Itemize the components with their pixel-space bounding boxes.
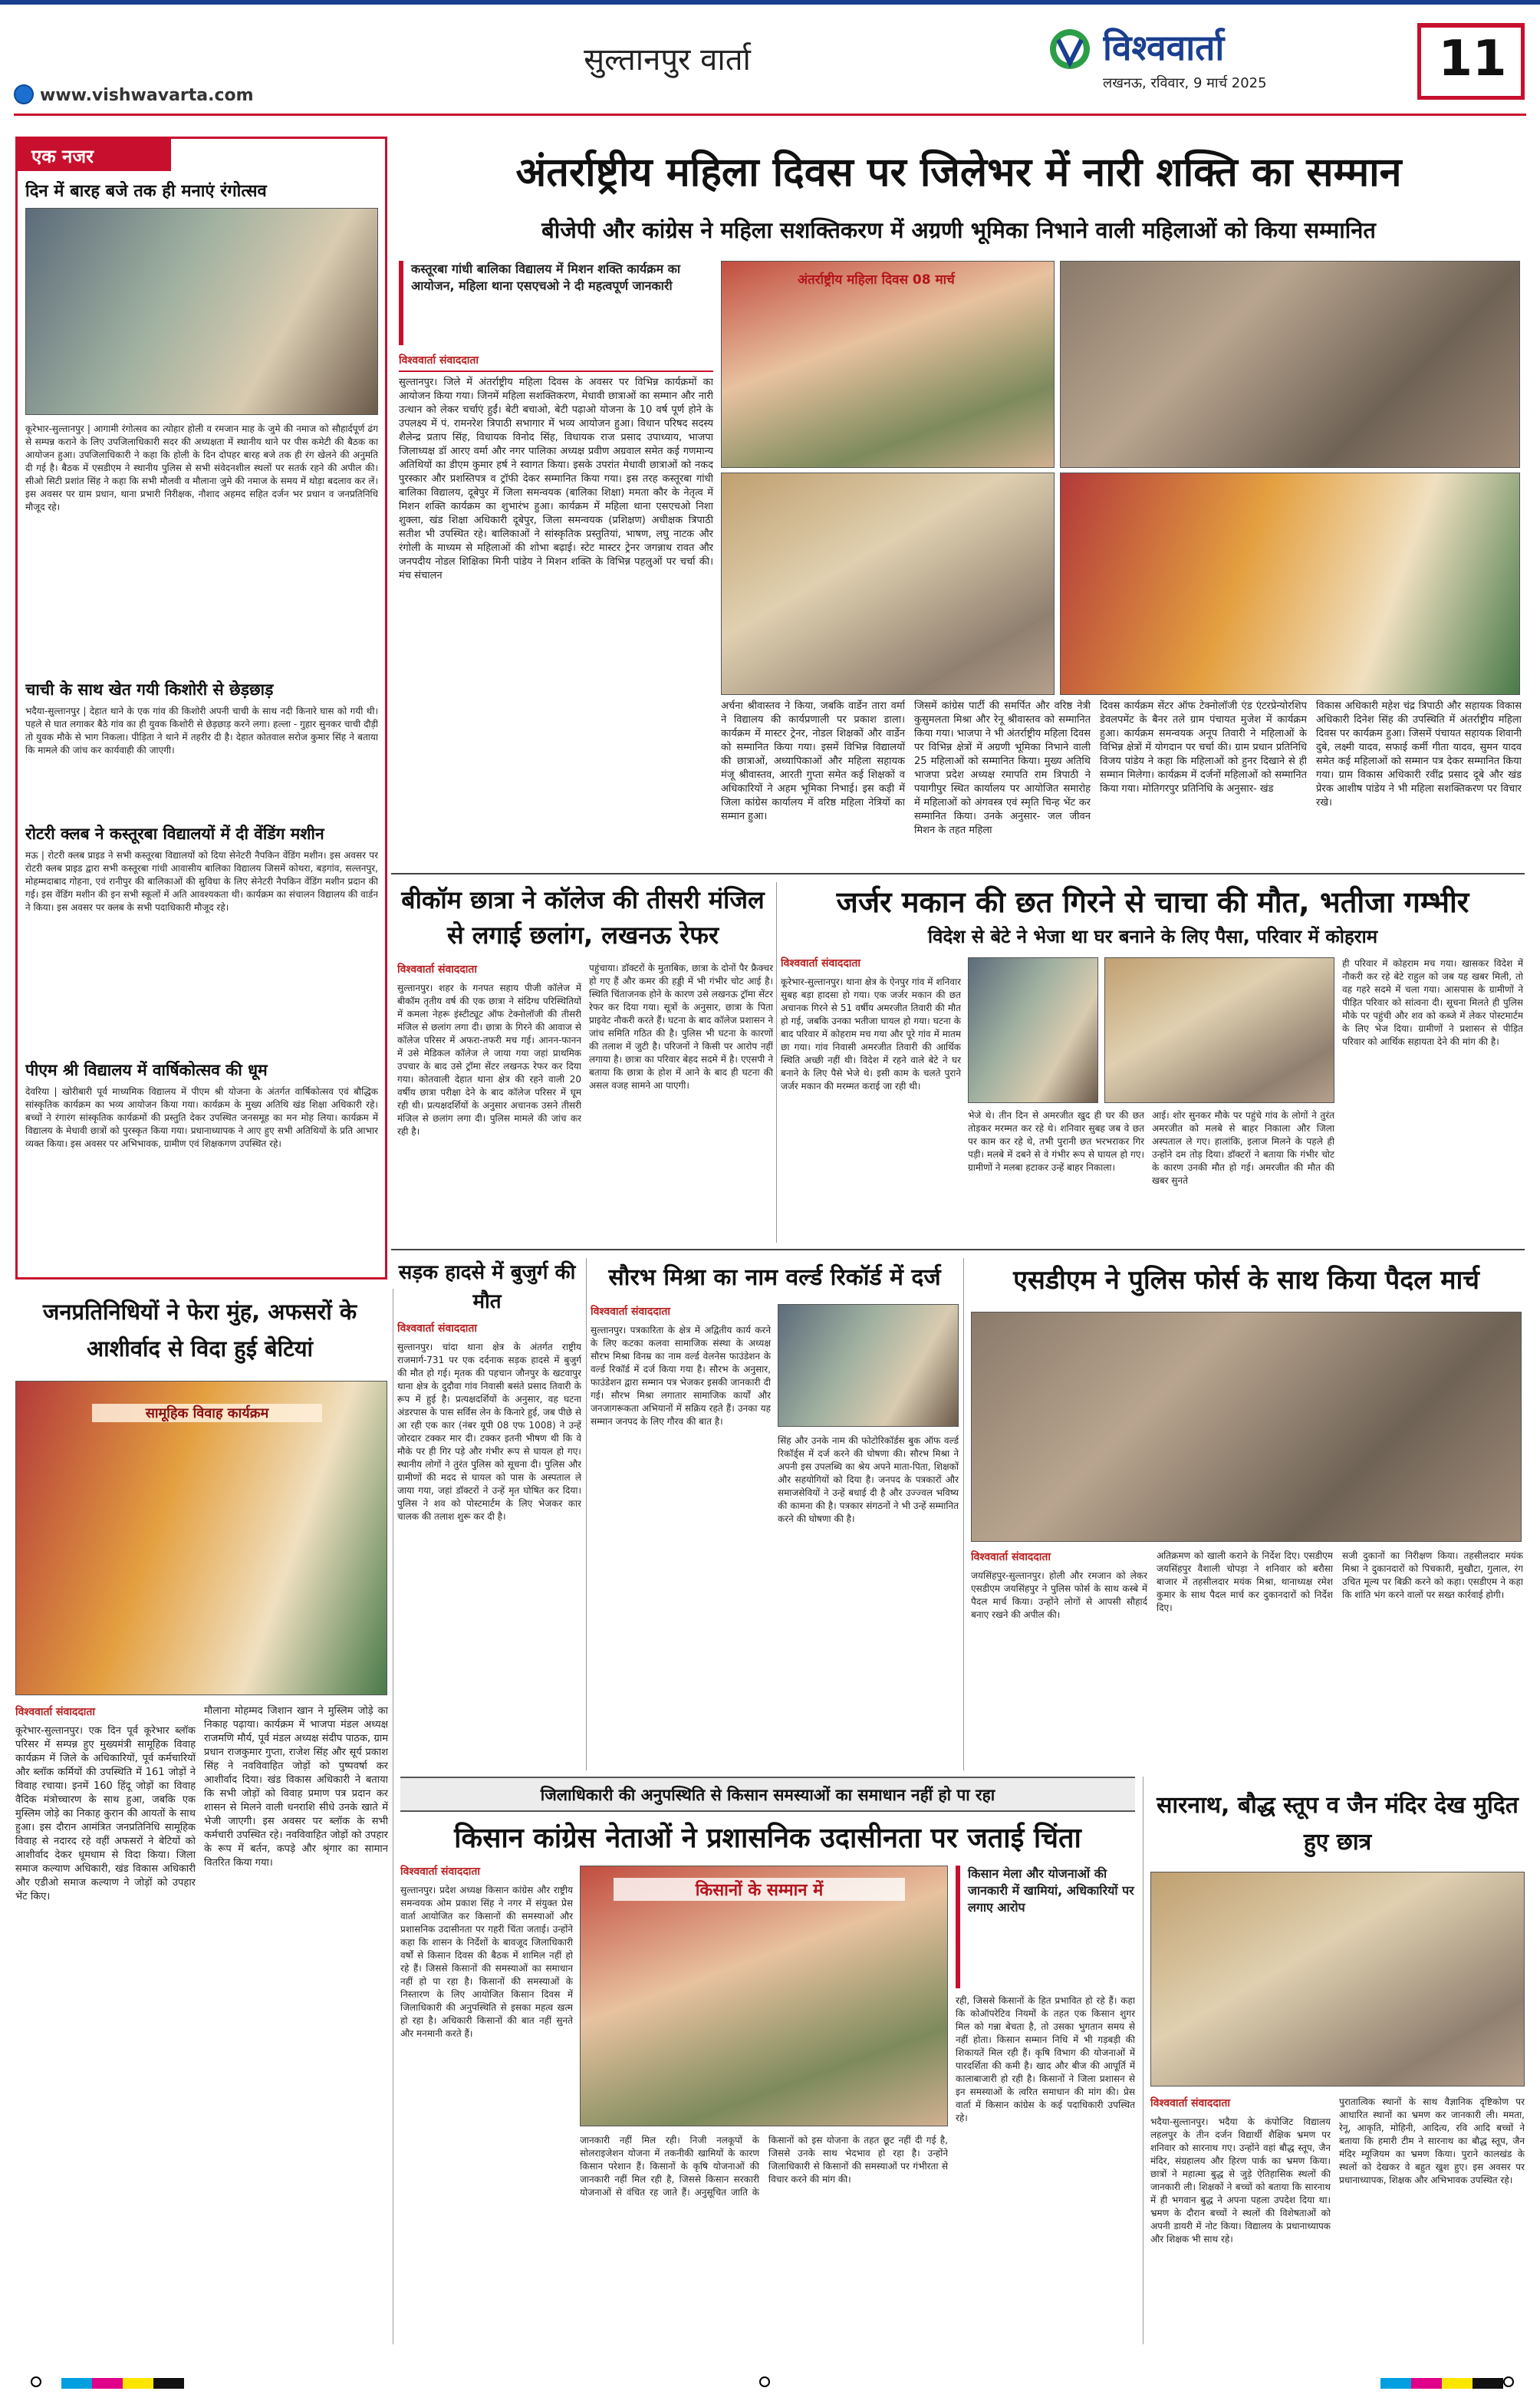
saurabh-headline: सौरभ मिश्रा का नाम वर्ल्ड रिकॉर्ड में दर्ज: [608, 1264, 941, 1291]
sarnath-byline: विश्ववार्ता संवाददाता: [1150, 2097, 1231, 2110]
lead-banner-caption: अंतर्राष्ट्रीय महिला दिवस 08 मार्च: [798, 272, 955, 288]
accident-body: सुल्तानपुर। चांदा थाना क्षेत्र के अंतर्गत राष्ट्रीय राजमार्ग-731 पर एक दर्दनाक सड़क हादसे में बुजुर्ग की मौत हो गई। मृतक की पहचान जौनपुर के खटवापुर थाना क्षेत्र के दुदौवा गांव निवासी बसंते प्रसाद तिवारी के रूप में हुई है। प्रत्यक्षदर्शियों के अनुसार, वह घटना अंडरपास के पास सर्विस लेन के किनारे हुई, जब पीछे से आ रही एक कार (नंबर यूपी 08 एफ 1008) ने उन्हें जोरदार टक्कर मार दी। टक्कर इतनी भीषण थी कि वे मौके पर ही गिर पड़े और गंभीर रूप से घायल हो गए। स्थानीय लोगों ने तुरंत पुलिस को सूचना दी। पुलिस और ग्रामीणों की मदद से घायल को पास के अस्पताल ले जाया गया, जहां डॉक्टरों ने उन्हें मृत घोषित कर दिया। पुलिस ने शव को पोस्टमार्टम के लिए भेजकर कार चालक की तलाश शुरू कर दी है।: [397, 1342, 581, 1522]
sidebar-tag-label: एक नजर: [31, 146, 94, 167]
marriage-photo: [15, 1381, 387, 1695]
website-url[interactable]: www.vishwavarta.com: [40, 86, 254, 105]
kisan-headline: किसान कांग्रेस नेताओं ने प्रशासनिक उदासीनता पर जताई चिंता: [454, 1823, 1081, 1854]
marriage-col-1: कूरेभार-सुल्तानपुर। एक दिन पूर्व कूरेभार ब्लॉक परिसर में सम्पन्न हुए मुख्यमंत्री सामूहिक विवाह कार्यक्रम में जिले के अधिकारियों, पूर्व कर्मचारियों और ब्लॉक कर्मियों की उपस्थिति में 161 जोड़ों ने विवाह रचाया। इनमें 160 हिंदू जोड़ों का विवाह वैदिक मंत्रोच्चारण के साथ हुआ, जबकि एक मुस्लिम जोड़े का निकाह कुरान की आयतों के साथ हुआ। इस दौरान आमंत्रित जनप्रतिनिधि सामूहिक विवाह से नदारद रहे वहीं अफसरों ने बेटियों को आशीर्वाद देकर धूमधाम से विदा किया। जिला समाज कल्याण अधिकारी, खंड विकास अधिकारी और एडीओ समाज कल्याण ने जोड़ों को उपहार भेंट किए।: [15, 1725, 196, 1902]
sarnath-col-2: पुरातात्विक स्थानों के साथ वैज्ञानिक दृष्टिकोण पर आधारित स्थानों का भ्रमण कर जानकारी ली। ममता, रेनू, आकृति, मोहिनी, आदित्य, रवि आदि बच्चों ने बताया कि हमारी टीम ने सारनाथ का बौद्ध स्तूप, जैन मंदिर म्यूजियम का भ्रमण किया। पुराने कालखंड के स्थलों को देखकर वे बहुत खुश हुए। इस अवसर पर प्रधानाध्यापक, शिक्षक और अभिभावक उपस्थित रहे।: [1339, 2096, 1525, 2185]
kisan-pullquote-box: [956, 1866, 1135, 1988]
sdm-col-2: अतिक्रमण को खाली कराने के निर्देश दिए। एसडीएम जयसिंहपुर वैशाली चोपड़ा ने शनिवार को बरौसा बाजार में तहसीलदार मयंक मिश्रा, थानाध्यक्ष रमेश कुमार के साथ पैदल मार्च कर दुकानदारों को निर्देश दिए।: [1157, 1550, 1333, 1613]
masthead-rule: [14, 114, 1526, 116]
accident-headline: सड़क हादसे में बुजुर्ग की मौत: [398, 1261, 576, 1313]
kisan-photo-banner: किसानों के सम्मान में: [614, 1878, 905, 1901]
sdm-col-3: सजी दुकानों का निरीक्षण किया। तहसीलदार मयंक मिश्रा ने दुकानदारों को पिचकारी, मुखौटा, गुलाल, रंग उचित मूल्य पर बिक्री करने को कहा। एसडीएम ने कहा कि शांति भंग करने वालों पर सख्त कार्रवाई होगी।: [1342, 1550, 1523, 1600]
sdm-byline: विश्ववार्ता संवाददाता: [971, 1551, 1051, 1563]
marriage-col-2: मौलाना मोहम्मद जिशान खान ने मुस्लिम जोड़े का निकाह पढ़ाया। कार्यक्रम में भाजपा मंडल अध्यक्ष राजमणि मौर्य, पूर्व मंडल अध्यक्ष संदीप पाठक, ग्राम प्रधान राजकुमार गुप्ता, राजेश सिंह और सूर्य प्रकाश सिंह ने नवविवाहित जोड़ों को पुष्पवर्षा कर आशीर्वाद दिया। खंड विकास अधिकारी ने बताया कि सभी जोड़ों को विवाह प्रमाण पत्र प्रदान कर शासन से मिलने वाली धनराशि सीधे उनके खाते में भेजी जाएगी। इस अवसर पर ब्लॉक के सभी कर्मचारी उपस्थित रहे। नवविवाहित जोड़ों को उपहार के रूप में बर्तन, कपड़े और श्रृंगार का सामान वितरित किया गया।: [204, 1705, 388, 1869]
saurabh-photo: [778, 1304, 959, 1427]
sidebar-story-3-body: मऊ | रोटरी क्लब प्राइड ने सभी कस्तूरबा विद्यालयों को दिया सेनेटरी नैपकिन वेंडिंग मशीन। इस अवसर पर रोटरी क्लब प्राइड द्वारा सभी कस्तूरबा गांधी आवासीय बालिका विद्यालय जिसमें कोथरा, बड़गांव, सल्तनपुर, मोहम्मदाबाद गोहना, एवं रानीपुर की बालिकाओं की सुविधा के लिए सेनेटरी नैपकिन वेंडिंग मशीन प्रदान की गई। इस वेंडिंग मशीन की इन सभी स्कूलों में अति आवश्यकता थी। कार्यक्रम का संचालन विद्यालय की वार्डन ने किया। इस अवसर पर क्लब के सभी पदाधिकारी मौजूद रहे।: [25, 850, 378, 913]
lead-pullquote-box: [399, 261, 713, 345]
globe-icon: [14, 84, 34, 104]
section-title: सुल्तानपुर वार्ता: [584, 42, 751, 77]
roof-col-2: भेजे थे। तीन दिन से अमरजीत खुद ही घर की छत तोड़कर मरम्मत कर रहे थे। शनिवार सुबह जब वे छत पर काम कर रहे थे, तभी पुरानी छत भरभराकर गिर पड़ी। मलबे में दबने से वे गंभीर रूप से घायल हो गए। ग्रामीणों ने मलबा हटाकर उन्हें बाहर निकाला।: [968, 1110, 1144, 1173]
column-divider: [776, 882, 777, 1243]
magenta-swatch: [92, 2378, 123, 2389]
column-divider: [586, 1258, 587, 1770]
saurabh-col-1: सुल्तानपुर। पत्रकारिता के क्षेत्र में अद्वितीय कार्य करने के लिए कटका कलवा सामाजिक संस्था के अध्यक्ष सौरभ मिश्रा विनम्र का नाम वर्ल्ड वेलनेस फाउंडेशन के वर्ल्ड रिकॉर्ड में दर्ज किया गया है। सौरभ के अनुसार, फाउंडेशन द्वारा सम्मान पत्र भेजकर इसकी जानकारी दी गई। सौरभ मिश्रा लगातार सामाजिक कार्यों और जनजागरूकता अभियानों में सक्रिय रहते हैं। उनका यह सम्मान जनपद के लिए गौरव की बात है।: [591, 1325, 771, 1427]
marriage-banner: सामूहिक विवाह कार्यक्रम: [92, 1404, 322, 1422]
lead-byline: विश्ववार्ता संवाददाता: [399, 353, 713, 372]
dateline: लखनऊ, रविवार, 9 मार्च 2025: [1103, 75, 1267, 91]
registration-mark-icon: [31, 2376, 41, 2387]
sidebar-tag: [18, 139, 171, 171]
kisan-col-1: सुल्तानपुर। प्रदेश अध्यक्ष किसान कांग्रेस और राष्ट्रीय समन्वयक ओम प्रकाश सिंह ने नगर में संयुक्त प्रेस वार्ता आयोजित कर किसानों की समस्याओं और प्रशासनिक उदासीनता पर गहरी चिंता जताई। उन्होंने कहा कि शासन के निर्देशों के बावजूद जिलाधिकारी वर्षों से किसान दिवस की बैठक में शामिल नहीं हो रहे हैं। जिससे किसानों की समस्याओं का समाधान नहीं हो पा रहा है। किसानों की समस्याओं के निस्तारण के लिए आयोजित किसान दिवस में जिलाधिकारी की अनुपस्थिति से इसका महत्व खत्म हो रहा है। अधिकारी किसानों की बात नहीं सुनते और मनमानी करते हैं।: [400, 1885, 573, 2039]
sidebar-story-4-title: पीएम श्री विद्यालय में वार्षिकोत्सव की धूम: [25, 1061, 268, 1079]
roof-deck: विदेश से बेटे ने भेजा था घर बनाने के लिए पैसा, परिवार में कोहराम: [927, 926, 1378, 947]
lead-headline: अंतर्राष्ट्रीय महिला दिवस पर जिलेभर में नारी शक्ति का सम्मान: [515, 150, 1402, 196]
accident-byline: विश्ववार्ता संवाददाता: [397, 1322, 478, 1335]
lead-col-4: दिवस कार्यक्रम सेंटर ऑफ टेक्नोलॉजी एंड एंटरप्रेन्योरशिप डेवलपमेंट के बैनर तले ग्राम पंचायत मुजेश में कार्यक्रम हुआ। कार्यक्रम समन्वयक अनूप तिवारी ने महिलाओं के विभिन्न क्षेत्रों में योगदान पर चर्चा की। ग्राम प्रधान प्रतिनिधि विजय पांडेय ने कहा कि महिलाओं को हुनर दिखाने से ही सम्मान मिलेगा। कार्यक्रम में दर्जनों महिलाओं को सम्मानित किया गया। मोतिगरपुर प्रतिनिधि के अनुसार- खंड: [1100, 700, 1307, 795]
marriage-byline: विश्ववार्ता संवाददाता: [15, 1706, 96, 1718]
sarnath-col-1: भदैया-सुल्तानपुर। भदैया के कंपोजिट विद्यालय लहलपुर के तीन दर्जन विद्यार्थी शैक्षिक भ्रमण पर शनिवार को सारनाथ गए। उन्होंने वहां बौद्ध स्तूप, जैन मंदिर, संग्रहालय और हिरण पार्क का भ्रमण किया। छात्रों ने महात्मा बुद्ध से जुड़े ऐतिहासिक स्थलों की जानकारी ली। शिक्षकों ने बच्चों को बताया कि सारनाथ में ही भगवान बुद्ध ने अपना पहला उपदेश दिया था। भ्रमण के दौरान बच्चों ने स्थलों की विशेषताओं को अपनी डायरी में नोट किया। विद्यालय के प्रधानाध्यापक और शिक्षक भी साथ रहे।: [1150, 2116, 1331, 2245]
lead-col-3: जिसमें कांग्रेस पार्टी की समर्पित और वरिष्ठ नेत्री कुसुमलता मिश्रा और रेनू श्रीवास्तव को सम्मानित किया गया। भाजपा ने भी अंतर्राष्ट्रीय महिला दिवस पर विभिन्न क्षेत्रों में अग्रणी भूमिका निभाने वाली 25 महिलाओं को सम्मानित किया। मुख्य अतिथि भाजपा प्रदेश अध्यक्ष रमापति राम त्रिपाठी ने पयागीपुर स्थित कार्यालय पर आयोजित समारोह में महिलाओं को अंगवस्त्र एवं स्मृति चिन्ह भेंट कर सम्मानित किया। उनके अनुसार- जल जीवन मिशन के तहत महिला: [914, 700, 1091, 836]
bcom-byline: विश्ववार्ता संवाददाता: [397, 963, 478, 976]
column-divider: [963, 1258, 964, 1770]
roof-col-1: कूरेभार-सुल्तानपुर। थाना क्षेत्र के ऐनपुर गांव में शनिवार सुबह बड़ा हादसा हो गया। एक जर्जर मकान की छत अचानक गिरने से 51 वर्षीय अमरजीत तिवारी की मौत हो गई, जबकि उनका भतीजा घायल हो गया। घटना के बाद परिवार में कोहराम मच गया और पूरे गांव में मातम छा गया। गांव निवासी अमरजीत तिवारी की आर्थिक स्थिति अच्छी नहीं थी। विदेश में रहने वाले बेटे ने घर बनाने के लिए पैसे भेजे थे। इसी काम के चलते पुराने जर्जर मकान की मरम्मत कराई जा रही थी।: [781, 977, 961, 1092]
lead-pullquote: कस्तूरबा गांधी बालिका विद्यालय में मिशन शक्ति कार्यक्रम का आयोजन, महिला थाना एसएचओ ने दी महत्वपूर्ण जानकारी: [411, 262, 681, 293]
cyan-swatch: [61, 2378, 92, 2389]
saurabh-byline: विश्ववार्ता संवाददाता: [591, 1306, 671, 1318]
sarnath-photo: [1150, 1872, 1525, 2086]
bcom-col-1: सुल्तानपुर। शहर के गनपत सहाय पीजी कॉलेज में बीकॉम तृतीय वर्ष की एक छात्रा ने संदिग्ध परिस्थितियों में कमला नेहरू इंस्टीट्यूट ऑफ टेक्नोलॉजी की तीसरी मंजिल से छलांग लगा दी। छात्रा के गिरने की आवाज से कॉलेज परिसर में अफरा-तफरी मच गई। आनन-फानन में उसे मेडिकल कॉलेज ले जाया गया जहां प्राथमिक उपचार के बाद उसे ट्रॉमा सेंटर लखनऊ रेफर कर दिया गया। कोतवाली देहात थाना क्षेत्र की रहने वाली 20 वर्षीय छात्रा परीक्षा देने के बाद कॉलेज परिसर में घूम रही थी। प्रत्यक्षदर्शियों के अनुसार अचानक उसने तीसरी मंजिल से छलांग लगा दी। पुलिस मामले की जांच कर रही है।: [397, 983, 581, 1137]
top-rule: [0, 0, 1540, 5]
sidebar-story-1-title: दिन में बारह बजे तक ही मनाएं रंगोत्सव: [25, 182, 267, 201]
black-swatch: [153, 2378, 184, 2389]
roof-photo-debris: [1104, 957, 1334, 1103]
sidebar-story-4-body: देवरिया | खोरीबारी पूर्व माध्यमिक विद्यालय में पीएम श्री योजना के अंतर्गत वार्षिकोत्सव एवं बौद्धिक सांस्कृतिक कार्यक्रम का भव्य आयोजन किया गया। कार्यक्रम के मुख्य अतिथि खंड शिक्षा अधिकारी रहे। बच्चों ने रंगारंग सांस्कृतिक कार्यक्रमों की प्रस्तुति देकर उपस्थित जनसमूह का मन मोह लिया। कार्यक्रम में विद्यालय के मेधावी छात्रों को पुरस्कृत किया गया। प्रधानाध्यापक ने आए हुए सभी अतिथियों के प्रति आभार व्यक्त किया। इस अवसर पर अभिभावक, ग्रामीण एवं शिक्षकगण उपस्थित रहे।: [25, 1086, 378, 1149]
kisan-band-text: जिलाधिकारी की अनुपस्थिति से किसान समस्याओं का समाधान नहीं हो पा रहा: [540, 1786, 995, 1804]
black-swatch: [1473, 2378, 1503, 2389]
lead-bottom-rule: [391, 873, 1525, 874]
kisan-pullquote: किसान मेला और योजनाओं की जानकारी में खामियां, अधिकारियों पर लगाए आरोप: [968, 1866, 1134, 1915]
lead-photo-dignitaries: [1060, 261, 1520, 468]
registration-mark-icon: [759, 2376, 770, 2387]
kisan-col-3: रही, जिससे किसानों के हित प्रभावित हो रहे हैं। कहा कि कोऑपरेटिव नियमों के तहत एक किसान शुगर मिल को गन्ना बेचता है, तो उसका भुगतान समय से नहीं होता। किसान सम्मान निधि में भी गड़बड़ी की शिकायतें मिल रही हैं। कृषि विभाग की योजनाओं में पारदर्शिता की कमी है। खाद और बीज की आपूर्ति में कालाबाजारी हो रही है। किसानों ने जिला प्रशासन से इन समस्याओं के त्वरित समाधान की मांग की। प्रेस वार्ता में किसान कांग्रेस के कई पदाधिकारी उपस्थित रहे।: [956, 1995, 1135, 2123]
lead-photo-students: [721, 473, 1055, 695]
roof-col-4: ही परिवार में कोहराम मच गया। खासकर विदेश में नौकरी कर रहे बेटे राहुल को जब यह खबर मिली, तो वह गहरे सदमे में चला गया। आसपास के ग्रामीणों ने पीड़ित परिवार को सांत्वना दी। सूचना मिलते ही पुलिस मौके पर पहुंची और शव को कब्जे में लेकर पोस्टमार्टम के लिए भेज दिया। ग्रामीणों ने प्रशासन से पीड़ित परिवार को आर्थिक सहायता देने की मांग की है।: [1342, 958, 1523, 1047]
magenta-swatch: [1411, 2378, 1442, 2389]
roof-headline: जर्जर मकान की छत गिरने से चाचा की मौत, भतीजा गम्भीर: [836, 885, 1469, 919]
sdm-headline: एसडीएम ने पुलिस फोर्स के साथ किया पैदल मार्च: [1013, 1265, 1479, 1296]
sarnath-headline: सारनाथ, बौद्ध स्तूप व जैन मंदिर देख मुदित हुए छात्र: [1157, 1792, 1519, 1856]
lead-col-5: विकास अधिकारी महेश चंद्र त्रिपाठी और सहायक विकास अधिकारी दिनेश सिंह की उपस्थिति में अंतर्राष्ट्रीय महिला दिवस पर कार्यक्रम हुआ। जिसमें पंचायत सहायक शिवानी दुबे, लक्ष्मी यादव, सफाई कर्मी गीता यादव, सुमन यादव समेत कई महिलाओं को सम्मान पत्र देकर सम्मानित किया गया। ग्राम विकास अधिकारी रवींद्र प्रसाद दूबे और खंड प्रेरक आशीष पांडेय ने भी महिला सशक्तिकरण पर विचार रखे।: [1316, 700, 1522, 809]
kisan-photo: [580, 1866, 948, 2126]
lead-col-2: अर्चना श्रीवास्तव ने किया, जबकि वार्डेन तारा वर्मा ने विद्यालय की कार्यप्रणाली पर प्रकाश डाला। कार्यक्रम में मास्टर ट्रेनर, नोडल शिक्षकों और वार्डेन को सम्मानित किया गया। इसमें विभिन्न विद्यालयों की छात्राओं, अध्यापिकाओं और महिला सहायक मंजू श्रीवास्तव, आरती गुप्ता समेत कई शिक्षकों व अधिकारियों ने अहम भूमिका निभाई। इस कड़ी में जिला कांग्रेस कार्यालय में वरिष्ठ महिला नेत्रियों का सम्मान हुआ।: [721, 700, 905, 822]
bcom-col-2: पहुंचाया। डॉक्टरों के मुताबिक, छात्रा के दोनों पैर फ्रैक्चर हो गए हैं और कमर की हड्डी में भी गंभीर चोट आई है। स्थिति चिंताजनक होने के कारण उसे लखनऊ ट्रॉमा सेंटर रेफर कर दिया गया। सूत्रों के अनुसार, छात्रा के पिता प्राइवेट नौकरी करते हैं। घटना के बाद कॉलेज प्रशासन ने जांच समिति गठित की है। पुलिस भी घटना के कारणों की तलाश में जुटी है। परिजनों ने किसी पर आरोप नहीं लगाया है। छात्रा का परिवार बेहद सदमे में है। एएसपी ने बताया कि छात्रा के होश में आने के बाद ही घटना की असल वजह सामने आ पाएगी।: [589, 963, 773, 1091]
sidebar-story-1-body: कूरेभार-सुल्तानपुर | आगामी रंगोत्सव का त्योहार होली व रमजान माह के जुमे की नमाज को सौहार्दपूर्ण ढंग से सम्पन्न कराने के लिए उपजिलाधिकारी सदर की अध्यक्षता में स्थानीय थाने पर पीस कमेटी की बैठक का आयोजन हुआ। उपजिलाधिकारी ने कहा कि होली के दिन दोपहर बारह बजे तक ही रंग खेलने की अनुमति दी गई है। बैठक में एसडीएम ने स्थानीय पुलिस से सभी संवेदनशील स्थलों पर सतर्क रहने की अपील की। सीओ सिटी प्रशांत सिंह ने कहा कि सभी मौलवी व मौलाना जुमे की नमाज के समय में थोड़ा बदलाव कर लें। इस अवसर पर ग्राम प्रधान, थाना प्रभारी निरीक्षक, नौशाद अहमद सहित दर्जन भर प्रधान व जनप्रतिनिधि मौजूद रहे।: [25, 423, 378, 512]
sidebar-story-2-title: चाची के साथ खेत गयी किशोरी से छेड़छाड़: [25, 680, 274, 699]
sidebar-story-3-title: रोटरी क्लब ने कस्तूरबा विद्यालयों में दी वेंडिंग मशीन: [25, 825, 324, 843]
sidebar-story-2-body: भदैया-सुल्तानपुर | देहात थाने के एक गांव की किशोरी अपनी चाची के साथ नदी किनारे घास को गयी थी। पहले से घात लगाकर बैठे गांव का ही युवक किशोरी से छेड़छाड़ करने लगा। हल्ला - गुहार सुनकर चाची दौड़ी तो युवक मौके से भाग निकला। पीड़िता ने थाने में तहरीर दी है। देहात कोतवाल सरोज कुमार सिंह ने बताया कि मामले की जांच कर कार्यवाही की जाएगी।: [25, 706, 378, 756]
brand-logo-icon: [1043, 26, 1097, 72]
lead-photo-honor: [1060, 473, 1520, 695]
yellow-swatch: [1442, 2378, 1473, 2389]
yellow-swatch: [123, 2378, 153, 2389]
kisan-byline: विश्ववार्ता संवाददाता: [400, 1866, 481, 1878]
kisan-band: [400, 1777, 1135, 1812]
roof-photo-victim: [968, 957, 1098, 1103]
sidebar-story-1-photo: [25, 208, 378, 415]
lead-deck: बीजेपी और कांग्रेस ने महिला सशक्तिकरण में अग्रणी भूमिका निभाने वाली महिलाओं को किया सम्मानित: [541, 217, 1376, 243]
bcom-headline: बीकॉम छात्रा ने कॉलेज की तीसरी मंजिल से लगाई छलांग, लखनऊ रेफर: [401, 885, 765, 950]
marriage-headline: जनप्रतिनिधियों ने फेरा मुंह, अफसरों के आशीर्वाद से विदा हुई बेटियां: [42, 1299, 357, 1362]
roof-col-3: आई। शोर सुनकर मौके पर पहुंचे गांव के लोगों ने तुरंत अमरजीत को मलबे से बाहर निकाला और जिला अस्पताल ले गए। हालांकि, इलाज मिलने के पहले ही उन्होंने दम तोड़ दिया। डॉक्टरों ने बताया कि गंभीर चोट के कारण उनकी मौत हो गई। अमरजीत की मौत की खबर सुनते: [1152, 1110, 1334, 1186]
section-rule: [391, 1249, 1525, 1250]
roof-byline: विश्ववार्ता संवाददाता: [781, 957, 861, 970]
saurabh-col-2: सिंह और उनके नाम की फोटोरिकॉर्डस बुक ऑफ वर्ल्ड रिकॉर्ड्स में दर्ज करने की घोषणा की। सौरभ मिश्रा ने अपनी इस उपलब्धि का श्रेय अपने माता-पिता, शिक्षकों और सहयोगियों को दिया है। जनपद के पत्रकारों और समाजसेवियों ने उन्हें बधाई दी है और उज्ज्वल भविष्य की कामना की है। पत्रकार संगठनों ने भी उन्हें सम्मानित करने की घोषणा की है।: [778, 1435, 959, 1524]
sdm-photo-march: [971, 1312, 1522, 1542]
sidebar: [15, 137, 387, 1280]
sdm-col-1: जयसिंहपुर-सुल्तानपुर। होली और रमजान को लेकर एसडीएम जयसिंहपुर ने पुलिस फोर्स के साथ कस्बे में पैदल मार्च किया। उन्होंने लोगों से आपसी सौहार्द बनाए रखने की अपील की।: [971, 1570, 1147, 1620]
kisan-col-2: जानकारी नहीं मिल रही। निजी नलकूपों के सोलराइजेशन योजना में तकनीकी खामियों के कारण किसान परेशान हैं। किसानों के कृषि योजनाओं की जानकारी नहीं मिल रही है, जिससे किसान सरकारी योजनाओं से वंचित रह जाते हैं। अनुसूचित जाति के किसानों को इस योजना के तहत छूट नहीं दी गई है, जिससे उनके साथ भेदभाव हो रहा है। उन्होंने जिलाधिकारी से किसानों की समस्याओं पर गंभीरता से विचार करने की मांग की।: [580, 2135, 948, 2198]
registration-mark-icon: [1503, 2376, 1514, 2387]
cyan-swatch: [1380, 2378, 1411, 2389]
page-number: 11: [1438, 31, 1507, 87]
brand-name: विश्ववार्ता: [1103, 27, 1225, 68]
lead-photo-ceremony: [721, 261, 1055, 468]
lead-col-1: सुल्तानपुर। जिले में अंतर्राष्ट्रीय महिला दिवस के अवसर पर विभिन्न कार्यक्रमों का आयोजन किया गया। जिनमें महिला सशक्तिकरण, मेधावी छात्राओं का सम्मान और नारी उत्थान को लेकर चर्चाएं हुईं। बेटी बचाओ, बेटी पढ़ाओ योजना के 10 वर्ष पूर्ण होने के उपलक्ष्य में पं. रामनरेश त्रिपाठी सभागार में भव्य आयोजन हुआ। विधान परिषद सदस्य शैलेन्द्र प्रताप सिंह, विधायक विनोद सिंह, विधायक राज प्रसाद उपाध्याय, भाजपा जिलाध्यक्ष डॉ आरए वर्मा और नगर पालिका अध्यक्ष प्रवीण अग्रवाल समेत कई गणमान्य अतिथियों का डीएम कुमार हर्ष ने स्वागत किया। इसके उपरांत मेधावी छात्राओं को नकद पुरस्कार और प्रशस्तिपत्र व ट्रॉफी देकर सम्मानित किया गया। इस तरह कस्तूरबा गांधी बालिका विद्यालय, दूबेपुर में जिला समन्वयक (बालिका शिक्षा) ममता कौर के नेतृत्व में मिशन शक्ति कार्यक्रम का शुभारंभ हुआ। कार्यक्रम में महिला थाना एसएचओ निशा शुक्ला, खंड शिक्षा अधिकारी दूबेपुर, जिला समन्वयक (प्रशिक्षण) अधीक्षक त्रिपाठी सतीश भी उपस्थित रहे। बालिकाओं ने सांस्कृतिक प्रस्तुतियां, भाषण, लघु नाटक और रंगोली के माध्यम से महिलाओं की शोभा बढ़ाई। स्टेट मास्टर ट्रेनर जगन्नाथ रावत और जनपदीय नोडल शिक्षिका मिनी पांडेय ने मिशन शक्ति के विभिन्न पहलुओं पर चर्चा की। मंच संचालन: [399, 377, 713, 581]
